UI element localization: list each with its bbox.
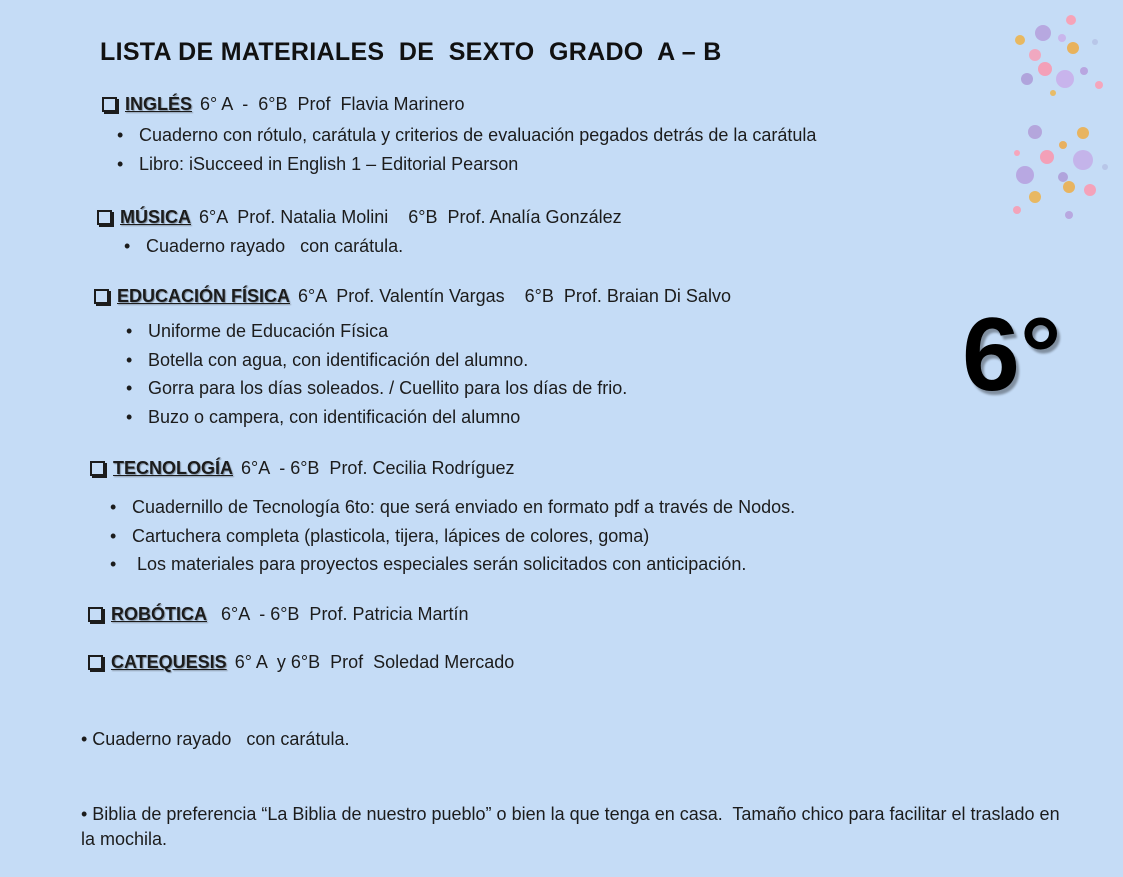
note-line: • Cuaderno rayado con carátula. — [81, 729, 350, 749]
section-teachers: 6° A y 6°B Prof Soledad Mercado — [234, 652, 515, 672]
item-list — [148, 317, 731, 431]
section-ingles — [102, 94, 816, 178]
section-teachers: 6°A Prof. Valentín Vargas 6°B Prof. Braian Di Salvo — [298, 286, 731, 306]
section-tecnologia — [90, 458, 795, 579]
checkbox-icon — [88, 607, 103, 622]
section-title: CATEQUESIS — [111, 652, 227, 672]
list-item: • Buzo o campera, con identificación del alumno — [148, 403, 731, 432]
note-line: • Biblia de preferencia “La Biblia de nuestro pueblo” o bien la que tenga en casa. Tamaño chico para facilitar el traslado en la mochila. — [81, 804, 1065, 849]
section-educacion-fisica — [94, 286, 731, 431]
section-title: MÚSICA — [120, 207, 191, 227]
item-list — [139, 121, 816, 178]
section-title: EDUCACIÓN FÍSICA — [117, 286, 291, 306]
checkbox-icon — [90, 461, 105, 476]
section-teachers: 6°A Prof. Natalia Molini 6°B Prof. Analía González — [199, 207, 622, 227]
section-catequesis — [88, 652, 514, 673]
checkbox-icon — [97, 210, 112, 225]
section-title: ROBÓTICA — [111, 604, 207, 624]
checkbox-icon — [94, 289, 109, 304]
page-title: LISTA DE MATERIALES DE SEXTO GRADO A – B — [100, 38, 722, 66]
list-item: • Cartuchera completa (plasticola, tijera, lápices de colores, goma) — [132, 522, 795, 551]
checkbox-icon — [102, 97, 117, 112]
decorative-dots-graphic — [1005, 5, 1115, 220]
item-list — [132, 493, 795, 579]
list-item: • Uniforme de Educación Física — [148, 317, 731, 346]
list-item: • Botella con agua, con identificación del alumno. — [148, 346, 731, 375]
list-item: • Gorra para los días soleados. / Cuellito para los días de frio. — [148, 374, 731, 403]
list-item: • Cuaderno rayado con carátula. — [146, 232, 622, 261]
item-list — [146, 232, 622, 261]
grade-label: 6° — [962, 297, 1062, 413]
section-teachers: 6°A - 6°B Prof. Cecilia Rodríguez — [241, 458, 515, 478]
section-musica — [97, 207, 622, 261]
catequesis-notes — [81, 677, 1081, 877]
list-item: • Los materiales para proyectos especiales serán solicitados con anticipación. — [132, 550, 795, 579]
list-item: • Cuadernillo de Tecnología 6to: que será enviado en formato pdf a través de Nodos. — [132, 493, 795, 522]
checkbox-icon — [88, 655, 103, 670]
section-robotica — [88, 604, 468, 625]
list-item: • Cuaderno con rótulo, carátula y criterios de evaluación pegados detrás de la carátula — [139, 121, 816, 150]
list-item: • Libro: iSucceed in English 1 – Editorial Pearson — [139, 150, 816, 179]
section-title: TECNOLOGÍA — [113, 458, 233, 478]
section-teachers: 6°A - 6°B Prof. Patricia Martín — [221, 604, 469, 624]
section-title: INGLÉS — [125, 94, 193, 114]
section-teachers: 6° A - 6°B Prof Flavia Marinero — [200, 94, 465, 114]
